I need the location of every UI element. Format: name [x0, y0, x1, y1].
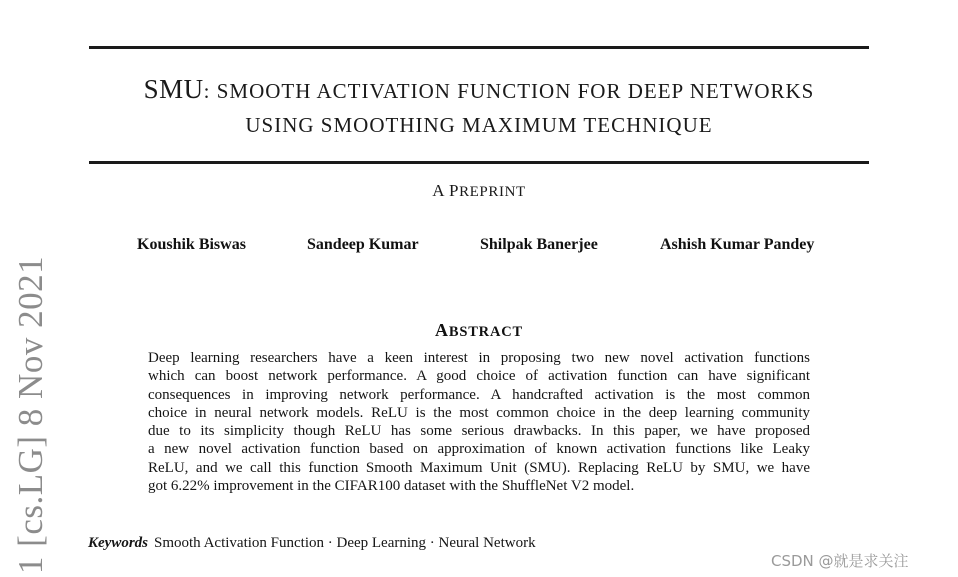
- keywords: [88, 535, 536, 552]
- paper-title: [89, 72, 869, 142]
- title-line-1: [89, 72, 869, 108]
- abstract-line: Deep learning researchers have a keen interest in proposing two new novel activation functions: [148, 350, 810, 366]
- author-3: Shilpak Banerjee: [480, 236, 598, 253]
- abstract-line: consequences in improving network performance. A handcrafted activation is the most common: [148, 386, 810, 403]
- abstract-heading-rest: BSTRACT: [448, 324, 523, 340]
- author-2: Sandeep Kumar: [307, 236, 419, 253]
- abstract-heading: [0, 320, 958, 341]
- preprint-rest: REPRINT: [459, 184, 526, 200]
- abstract-heading-lead: A: [435, 320, 449, 340]
- abstract-line: due to its simplicity though ReLU has some serious drawbacks. In this paper, we have proposed: [148, 423, 810, 440]
- preprint-label: [0, 181, 958, 201]
- title-lead: SMU: [143, 74, 204, 104]
- abstract-line: ReLU, and we call this function Smooth Maximum Unit (SMU). Replacing ReLU by SMU, we have: [148, 459, 810, 476]
- title-line-2: USING SMOOTHING MAXIMUM TECHNIQUE: [245, 113, 713, 137]
- author-4: Ashish Kumar Pandey: [660, 236, 815, 253]
- arxiv-stamp: 1 [cs.LG] 8 Nov 2021: [11, 255, 50, 575]
- csdn-watermark: CSDN @就是求关注: [771, 552, 909, 570]
- abstract-line: got 6.22% improvement in the CIFAR100 dataset with the ShuffleNet V2 model.: [148, 478, 635, 495]
- title-bottom-rule: [89, 161, 869, 164]
- keywords-text: Smooth Activation Function · Deep Learning · Neural Network: [154, 535, 536, 551]
- preprint-lead: A P: [432, 181, 460, 200]
- title-top-rule: [89, 46, 869, 49]
- keywords-label: Keywords: [88, 535, 148, 551]
- abstract-body: [148, 349, 810, 495]
- author-1: Koushik Biswas: [137, 236, 246, 253]
- abstract-line: choice in neural network models. ReLU is the most common choice in the deep learning community: [148, 404, 810, 421]
- abstract-line: a new novel activation function based on approximation of known activation functions like Leaky: [148, 441, 810, 458]
- title-line-1-rest: : SMOOTH ACTIVATION FUNCTION FOR DEEP NETWORKS: [203, 79, 815, 103]
- abstract-line: which can boost network performance. A good choice of activation function can have significant: [148, 368, 810, 385]
